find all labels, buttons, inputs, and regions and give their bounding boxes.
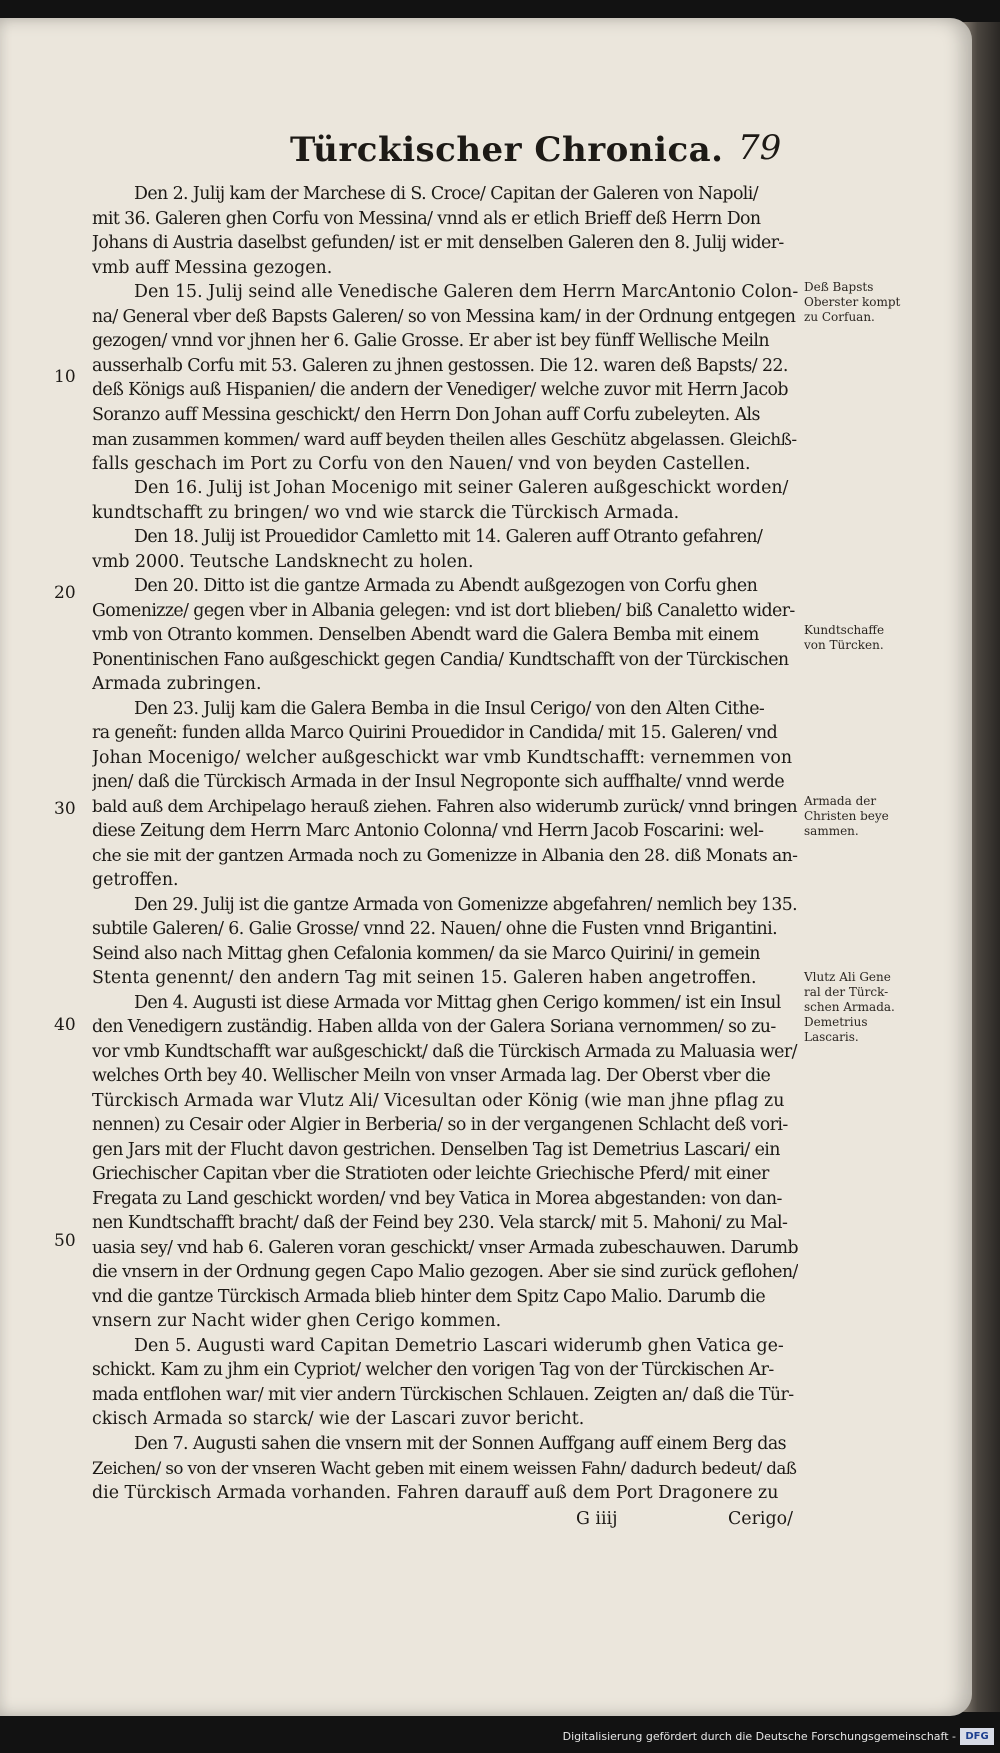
margin-note-line: sammen. (804, 824, 859, 838)
text-line: diese Zeitung dem Herrn Marc Antonio Colonna/ vnd Herrn Jacob Foscarini: wel- (92, 821, 764, 841)
text-line: ckisch Armada so starck/ wie der Lascari zuvor bericht. (92, 1409, 585, 1429)
line-number-30: 30 (54, 799, 76, 819)
margin-note-line: ral der Türck- (804, 985, 889, 999)
catchword: Cerigo/ (728, 1509, 793, 1529)
line-number-40: 40 (54, 1015, 76, 1035)
text-line: vnsern zur Nacht wider ghen Cerigo kommen. (92, 1311, 502, 1331)
margin-note-line: Armada der (804, 794, 877, 808)
text-line: Den 18. Julij ist Prouedidor Camletto mit 14. Galeren auff Otranto gefahren/ (134, 527, 763, 547)
text-line: subtile Galeren/ 6. Galie Grosse/ vnnd 22. Nauen/ ohne die Fusten vnnd Brigantini. (92, 919, 778, 939)
text-line: che sie mit der gantzen Armada noch zu Gomenizze in Albania den 28. diß Monats an- (92, 845, 798, 866)
text-line: bald auß dem Archipelago herauß ziehen. Fahren also widerumb zurück/ vnnd bringen (92, 796, 798, 817)
text-line: Stenta genennt/ den andern Tag mit seinen 15. Galeren haben angetroffen. (92, 968, 757, 988)
text-line: uasia sey/ vnd hab 6. Galeren voran geschickt/ vnser Armada zubeschauwen. Darumb (92, 1237, 798, 1258)
text-line: na/ General vber deß Bapsts Galeren/ so von Messina kam/ in der Ordnung entgegen (92, 306, 796, 327)
text-line: deß Königs auß Hispanien/ die andern der Venediger/ welche zuvor mit Herrn Jacob (92, 380, 788, 400)
text-line: Zeichen/ so von der vnseren Wacht geben mit einem weissen Fahn/ dadurch bedeut/ daß (92, 1458, 797, 1478)
text-line: falls geschach im Port zu Corfu von den Nauen/ vnd von beyden Castellen. (92, 453, 751, 474)
margin-note-christian-fleet (804, 794, 912, 839)
page-number: 79 (738, 128, 782, 168)
margin-note-line: Deß Bapsts (804, 280, 874, 294)
funding-credit: Digitalisierung gefördert durch die Deutsche Forschungsgemeinschaft - (562, 1730, 956, 1743)
text-line: vmb 2000. Teutsche Landsknecht zu holen. (92, 551, 474, 572)
text-line: die vnsern in der Ordnung gegen Capo Malio gezogen. Aber sie sind zurück geflohen/ (92, 1262, 798, 1282)
running-head: Türckischer Chronica. (290, 130, 724, 170)
text-line: ra geneñt: funden allda Marco Quirini Prouedidor in Candida/ mit 15. Galeren/ vnd (92, 723, 778, 743)
text-line: Den 16. Julij ist Johan Mocenigo mit seiner Galeren außgeschickt worden/ (134, 478, 789, 498)
text-line: Den 20. Ditto ist die gantze Armada zu Abendt außgezogen von Corfu ghen (134, 576, 758, 596)
margin-note-line: schen Armada. (804, 1000, 895, 1014)
line-number-50: 50 (54, 1231, 76, 1251)
dfg-logo: DFG (960, 1728, 994, 1745)
margin-note-line: Demetrius (804, 1015, 868, 1029)
text-line: Den 2. Julij kam der Marchese di S. Croce/ Capitan der Galeren von Napoli/ (134, 184, 758, 204)
text-line: nen Kundtschafft bracht/ daß der Feind bey 230. Vela starck/ mit 5. Mahoni/ zu Mal- (92, 1213, 788, 1233)
text-line: mada entflohen war/ mit vier andern Türckischen Schlauen. Zeigten an/ daß die Tür- (92, 1384, 794, 1405)
text-line: ausserhalb Corfu mit 53. Galeren zu jhnen gestossen. Die 12. waren deß Bapsts/ 22. (92, 355, 788, 376)
text-line: Den 15. Julij seind alle Venedische Galeren dem Herrn MarcAntonio Colon- (134, 282, 798, 302)
margin-note-papal-commander (804, 280, 912, 325)
text-line: vmb auff Messina gezogen. (92, 257, 333, 278)
text-line: Armada zubringen. (92, 674, 262, 694)
text-line: nennen) zu Cesair oder Algier in Berberia/ so in der vergangenen Schlacht deß vori- (92, 1115, 788, 1135)
margin-note-line: Vlutz Ali Gene (804, 970, 891, 984)
text-line: gen Jars mit der Flucht davon gestrichen. Denselben Tag ist Demetrius Lascari/ ein (92, 1139, 780, 1160)
text-line: Griechischer Capitan vber die Stratioten oder leichte Griechische Pferd/ mit einer (92, 1164, 769, 1184)
book-page (0, 18, 972, 1716)
text-line: Den 23. Julij kam die Galera Bemba in die Insul Cerigo/ von den Alten Cithe- (134, 698, 765, 719)
text-line: gezogen/ vnnd vor jhnen her 6. Galie Grosse. Er aber ist bey fünff Wellische Meiln (92, 331, 769, 351)
signature-mark: G iiij (576, 1509, 618, 1529)
line-number-10: 10 (54, 367, 76, 387)
digitization-footer (0, 1722, 1000, 1753)
text-line: vor vmb Kundtschafft war außgeschickt/ daß die Türckisch Armada zu Maluasia wer/ (92, 1041, 797, 1062)
text-line: Gomenizze/ gegen vber in Albania gelegen: vnd ist dort blieben/ biß Canaletto wider- (92, 600, 795, 621)
margin-note-line: Christen beye (804, 809, 889, 823)
text-line: Fregata zu Land geschickt worden/ vnd bey Vatica in Morea abgestanden: von dan- (92, 1188, 782, 1209)
text-line: mit 36. Galeren ghen Corfu von Messina/ vnnd als er etlich Brieff deß Herrn Don (92, 208, 761, 229)
margin-note-line: Oberster kompt (804, 295, 901, 309)
margin-note-line: zu Corfuan. (804, 310, 875, 324)
text-line: getroffen. (92, 870, 179, 890)
text-line: welches Orth bey 40. Wellischer Meiln von vnser Armada lag. Der Oberst vber die (92, 1066, 771, 1086)
margin-note-vlutz-ali (804, 970, 912, 1045)
text-line: schickt. Kam zu jhm ein Cypriot/ welcher den vorigen Tag von der Türckischen Ar- (92, 1360, 774, 1380)
margin-note-intelligence (804, 623, 912, 653)
text-line: Den 5. Augusti ward Capitan Demetrio Lascari widerumb ghen Vatica ge- (134, 1335, 784, 1356)
text-line: Türckisch Armada war Vlutz Ali/ Vicesultan oder König (wie man jhne pflag zu (92, 1090, 785, 1111)
text-line: man zusammen kommen/ ward auff beyden theilen alles Geschütz abgelassen. Gleichß- (92, 429, 797, 449)
text-line: Johan Mocenigo/ welcher außgeschickt war vmb Kundtschafft: vernemmen von (92, 747, 793, 768)
text-line: den Venedigern zuständig. Haben allda von der Galera Soriana vernommen/ so zu- (92, 1017, 776, 1037)
margin-note-line: von Türcken. (804, 638, 884, 652)
page-header (90, 130, 800, 180)
page-footer-line (92, 1506, 798, 1533)
line-number-20: 20 (54, 583, 76, 603)
text-line: kundtschafft zu bringen/ wo vnd wie starck die Türckisch Armada. (92, 502, 680, 523)
text-line: vmb von Otranto kommen. Denselben Abendt ward die Galera Bemba mit einem (92, 625, 759, 645)
margin-note-line: Kundtschaffe (804, 623, 885, 637)
margin-note-line: Lascaris. (804, 1030, 859, 1044)
text-line: jnen/ daß die Türckisch Armada in der Insul Negroponte sich auffhalte/ vnnd werde (92, 772, 785, 792)
text-line: Soranzo auff Messina geschickt/ den Herrn Don Johan auff Corfu zubeleyten. Als (92, 404, 760, 425)
text-line: vnd die gantze Türckisch Armada blieb hinter dem Spitz Capo Malio. Darumb die (92, 1286, 766, 1307)
text-line: Den 7. Augusti sahen die vnsern mit der Sonnen Auffgang auff einem Berg das (134, 1433, 786, 1454)
text-line: die Türckisch Armada vorhanden. Fahren darauff auß dem Port Dragonere zu (92, 1482, 779, 1503)
text-line: Den 4. Augusti ist diese Armada vor Mittag ghen Cerigo kommen/ ist ein Insul (134, 992, 781, 1013)
text-line: Den 29. Julij ist die gantze Armada von Gomenizze abgefahren/ nemlich bey 135. (134, 894, 797, 915)
text-line: Ponentinischen Fano außgeschickt gegen Candia/ Kundtschafft von der Türckischen (92, 649, 789, 670)
text-line: Seind also nach Mittag ghen Cefalonia kommen/ da sie Marco Quirini/ in gemein (92, 943, 760, 964)
text-line: Johans di Austria daselbst gefunden/ ist er mit denselben Galeren den 8. Julij wider- (92, 233, 784, 253)
